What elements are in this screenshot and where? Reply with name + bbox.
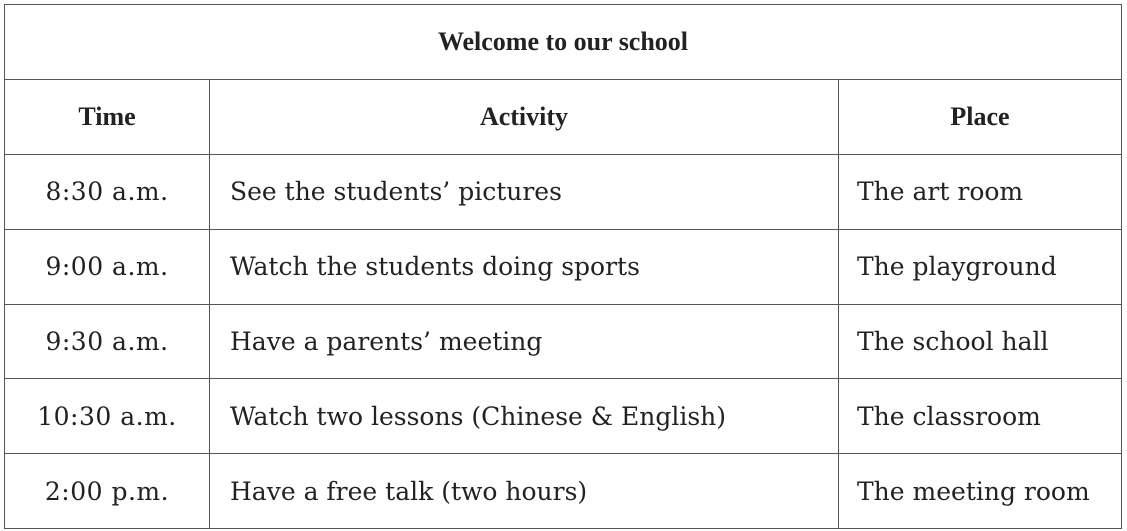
column-header-activity: Activity bbox=[210, 80, 839, 155]
schedule-table bbox=[4, 4, 1122, 529]
time-cell: 10:30 a.m. bbox=[5, 379, 210, 454]
table-row bbox=[5, 379, 1122, 454]
table-row bbox=[5, 229, 1122, 304]
time-cell: 9:30 a.m. bbox=[5, 304, 210, 379]
activity-cell: Watch the students doing sports bbox=[210, 229, 839, 304]
activity-cell: See the students’ pictures bbox=[210, 155, 839, 230]
place-cell: The school hall bbox=[839, 304, 1122, 379]
place-cell: The playground bbox=[839, 229, 1122, 304]
column-header-place: Place bbox=[839, 80, 1122, 155]
table-row bbox=[5, 304, 1122, 379]
column-header-time: Time bbox=[5, 80, 210, 155]
header-row bbox=[5, 80, 1122, 155]
activity-cell: Watch two lessons (Chinese & English) bbox=[210, 379, 839, 454]
time-cell: 2:00 p.m. bbox=[5, 454, 210, 529]
time-cell: 9:00 a.m. bbox=[5, 229, 210, 304]
activity-cell: Have a parents’ meeting bbox=[210, 304, 839, 379]
place-cell: The classroom bbox=[839, 379, 1122, 454]
table-row bbox=[5, 155, 1122, 230]
activity-cell: Have a free talk (two hours) bbox=[210, 454, 839, 529]
place-cell: The meeting room bbox=[839, 454, 1122, 529]
title-row bbox=[5, 5, 1122, 80]
time-cell: 8:30 a.m. bbox=[5, 155, 210, 230]
table-row bbox=[5, 454, 1122, 529]
table-title: Welcome to our school bbox=[5, 5, 1122, 80]
place-cell: The art room bbox=[839, 155, 1122, 230]
